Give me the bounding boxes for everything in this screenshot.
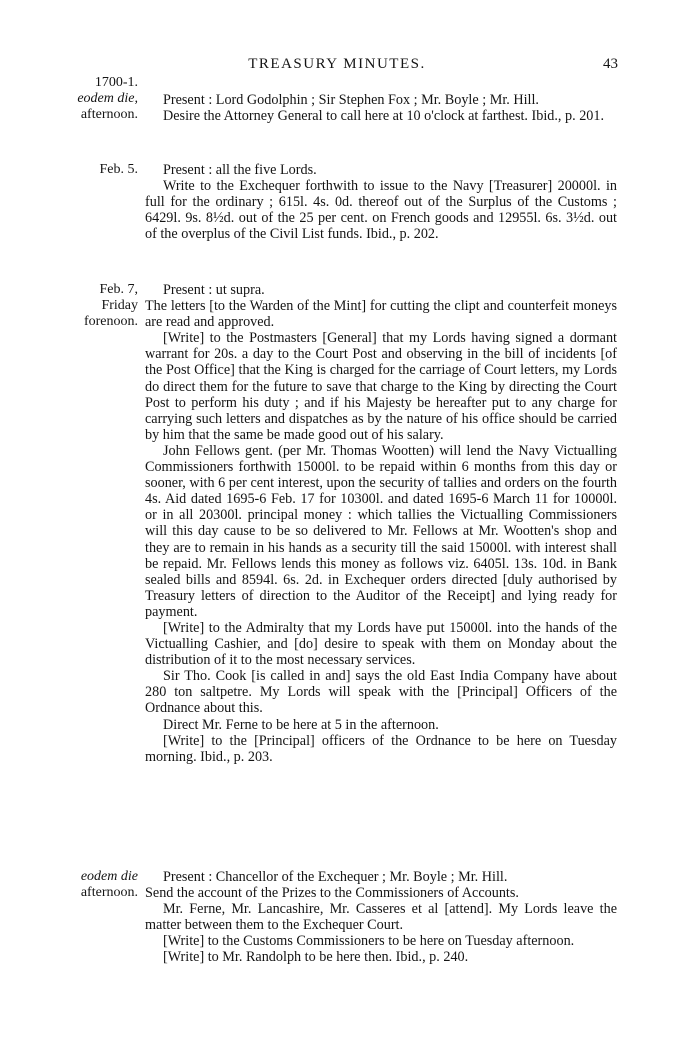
date-day: eodem die — [80, 869, 138, 884]
paragraph: [Write] to the Customs Commissioners to be here on Tuesday afternoon. — [163, 933, 575, 950]
date-day: eodem die, — [77, 91, 138, 106]
entry-date — [54, 75, 138, 123]
date-time: afternoon. — [80, 885, 138, 900]
paragraph: Present : all the five Lords. — [163, 162, 317, 178]
running-title: TREASURY MINUTES. — [248, 56, 426, 72]
paragraph: [Write] to the Admiralty that my Lords have put 15000l. into the hands of the Victualling Cashier, and [do] desire to speak with them on Monday about the distribution of it to the most necessary services. — [145, 619, 617, 669]
page-number: 43 — [603, 56, 618, 72]
paragraph: Present : Lord Godolphin ; Sir Stephen Fox ; Mr. Boyle ; Mr. Hill. — [163, 92, 539, 108]
entry-body — [145, 92, 617, 124]
date-time: afternoon. — [80, 107, 138, 122]
paragraph: Sir Tho. Cook [is called in and] says the old East India Company have about 280 ton saltpetre. My Lords will speak with the [Principal] Officers of the Ordnance about this. — [145, 668, 617, 717]
entry-date — [54, 162, 138, 178]
paragraph: Present : Chancellor of the Exchequer ; Mr. Boyle ; Mr. Hill. — [163, 869, 508, 885]
date-weekday: Friday — [101, 298, 138, 313]
entry-body — [145, 869, 617, 966]
entry-body — [145, 162, 617, 242]
entry-body — [145, 282, 617, 765]
date-day: Feb. 7, — [99, 282, 138, 297]
date-time: forenoon. — [83, 314, 138, 329]
entry-date — [54, 869, 138, 901]
paragraph: [Write] to the Postmasters [General] that my Lords having signed a dormant warrant for 20s. a day to the Court Post and observing in the bill of incidents [of the Post Office] that the King is charged for the carriage of Court letters, my Lords do direct them for the future to save that charge to the King by directing the Court Post to perform his duty ; and if his Majesty be hereafter put to any charge for carrying such letters and dispatches as by the nature of his office should be carried by him that the same be made good out of his salary. — [145, 330, 617, 443]
paragraph: The letters [to the Warden of the Mint] for cutting the clipt and counterfeit moneys are read and approved. — [145, 298, 617, 331]
paragraph: Write to the Exchequer forthwith to issue to the Navy [Treasurer] 20000l. in full for the ordinary ; 615l. 4s. 0d. thereof out of the Surplus of the Customs ; 6429l. 9s. 8½d. out of the 25 per cent. on French goods and 12955l. 6s. 3½d. out of the overplus of the Civil List funds. Ibid., p. 202. — [145, 178, 617, 243]
paragraph: John Fellows gent. (per Mr. Thomas Wootten) will lend the Navy Victualling Commissioners forthwith 15000l. to be repaid within 6 months from this day or sooner, with 6 per cent interest, upon the security of tallies and orders on the fourth 4s. Aid dated 1695-6 Feb. 17 for 10300l. and dated 1695-6 March 11 for 10000l. or in all 20300l. principal money : which tallies the Victualling Commissioners will this day cause to be so delivered to Mr. Fellows at Mr. Wootten's shop and they are to remain in his hands as a security till the said 15000l. with interest shall be repaid. Mr. Fellows lends this money as follows viz. 6405l. 13s. 10d. in Bank sealed bills and 8594l. 6s. 2d. in Exchequer orders directed [duly authorised by Treasury letters of direction to the Auditor of the Receipt] and lying ready for payment. — [145, 442, 617, 620]
paragraph: [Write] to Mr. Randolph to be here then. Ibid., p. 240. — [163, 949, 469, 966]
paragraph: Mr. Ferne, Mr. Lancashire, Mr. Casseres et al [attend]. My Lords leave the matter between them to the Exchequer Court. — [145, 901, 617, 934]
paragraph: Direct Mr. Ferne to be here at 5 in the afternoon. — [163, 716, 439, 733]
date-day: Feb. 5. — [99, 162, 138, 177]
paragraph: Desire the Attorney General to call here at 10 o'clock at farthest. Ibid., p. 201. — [163, 108, 605, 125]
date-year: 1700-1. — [94, 75, 138, 90]
paragraph: Present : ut supra. — [163, 282, 265, 298]
paragraph: [Write] to the [Principal] officers of the Ordnance to be here on Tuesday morning. Ibid., p. 203. — [145, 732, 617, 765]
entry-date — [54, 282, 138, 330]
paragraph: Send the account of the Prizes to the Commissioners of Accounts. — [145, 885, 519, 902]
